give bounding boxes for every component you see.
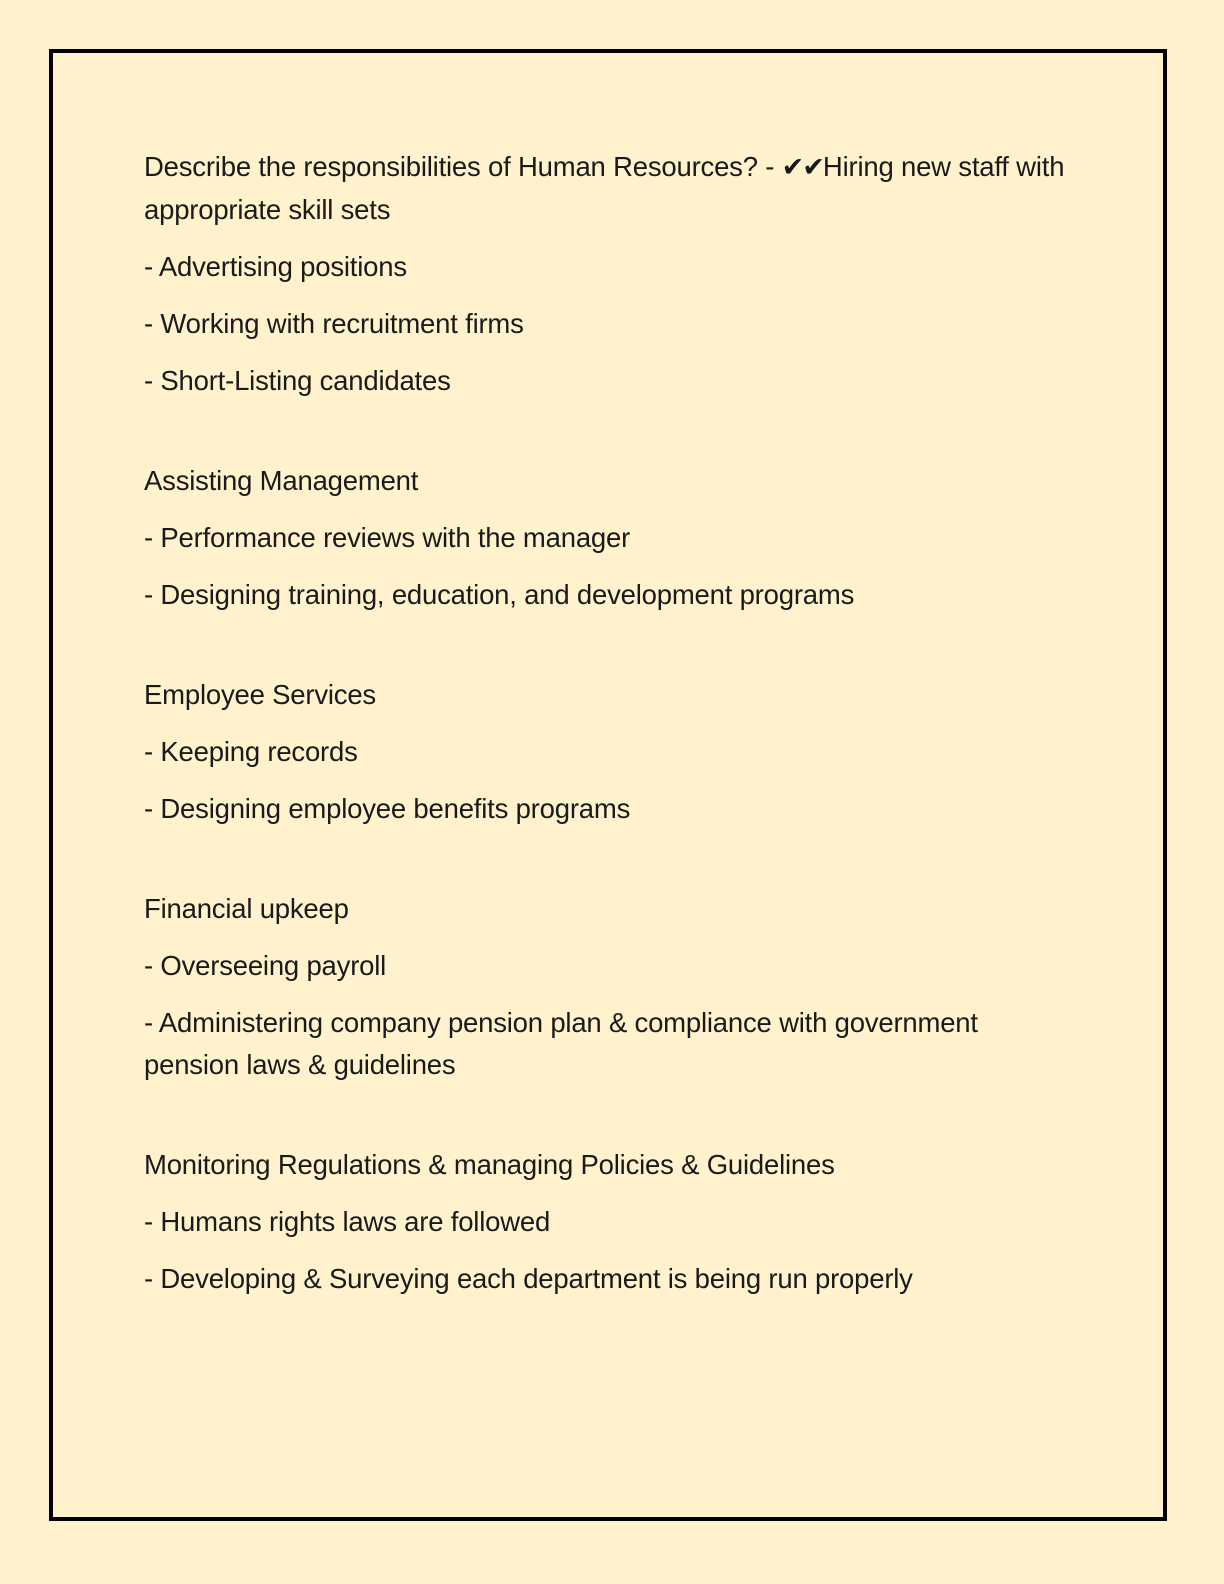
section-heading: Monitoring Regulations & managing Policies & Guidelines — [144, 1149, 835, 1180]
question-line — [144, 146, 1074, 231]
question-text: Describe the responsibilities of Human Resources? - — [144, 151, 782, 182]
double-check-icon: ✔✔ — [781, 152, 823, 183]
list-item: - Working with recruitment firms — [144, 308, 524, 339]
list-item: - Humans rights laws are followed — [144, 1206, 551, 1237]
list-item: - Designing employee benefits programs — [144, 793, 631, 824]
list-item: - Overseeing payroll — [144, 950, 387, 981]
list-item: - Advertising positions — [144, 251, 407, 282]
section-spacer — [144, 1101, 1074, 1144]
list-item: - Keeping records — [144, 736, 358, 767]
section-spacer — [144, 631, 1074, 674]
section-heading: Assisting Management — [144, 465, 419, 496]
list-item: - Administering company pension plan & compliance with government pension laws & guidelines — [144, 1007, 978, 1080]
list-item: - Developing & Surveying each department is being run properly — [144, 1263, 913, 1294]
list-item: - Designing training, education, and development programs — [144, 579, 855, 610]
document-body — [144, 146, 1074, 1315]
answer-start-text: Hiring new staff with appropriate skill sets — [144, 151, 1065, 225]
section-heading: Financial upkeep — [144, 893, 349, 924]
section-spacer — [144, 845, 1074, 888]
section-heading: Employee Services — [144, 679, 376, 710]
section-spacer — [144, 417, 1074, 460]
list-item: - Performance reviews with the manager — [144, 522, 631, 553]
list-item: - Short-Listing candidates — [144, 365, 451, 396]
